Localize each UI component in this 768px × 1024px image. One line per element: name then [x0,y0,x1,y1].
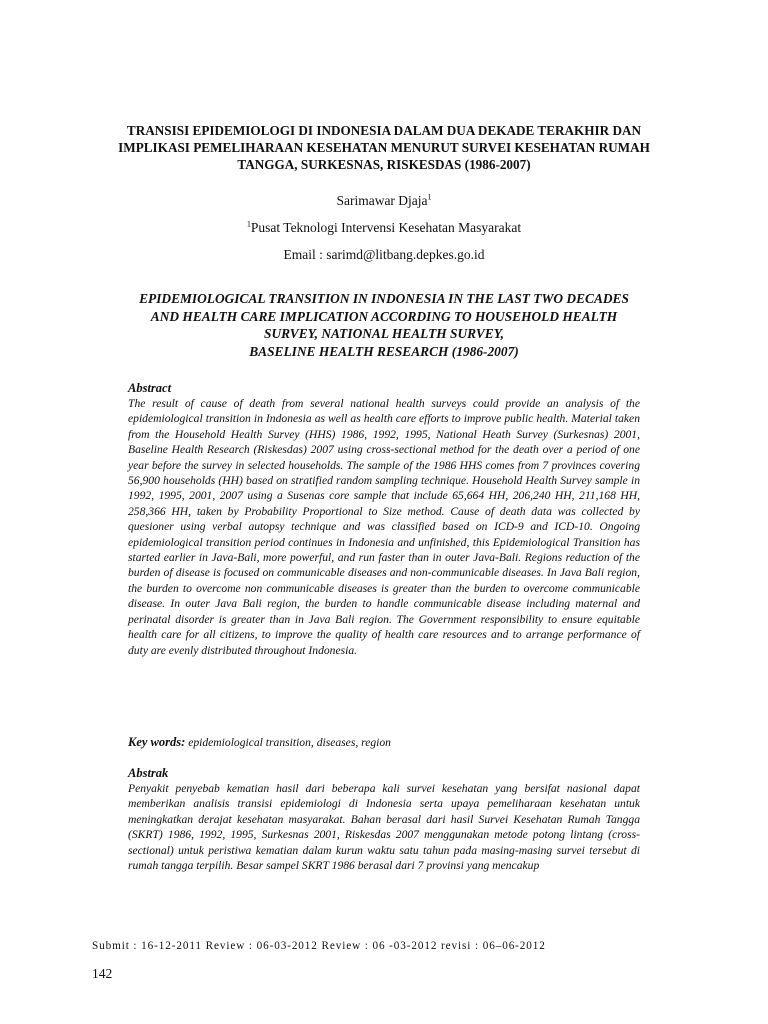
english-title-line-4: BASELINE HEALTH RESEARCH (1986-2007) [249,343,519,359]
indonesian-title: TRANSISI EPIDEMIOLOGI DI INDONESIA DALAM DUA DEKADE TERAKHIR DAN IMPLIKASI PEMELIHARAAN KESEHATAN MENURUT SURVEI KESEHATAN RUMAH TANGGA, SURKESNAS, RISKESDAS (1986-2007) [118,123,650,172]
english-title [92,290,676,360]
keywords-line [128,734,640,751]
author-affiliation-mark: 1 [427,192,432,202]
abstrak-body: Penyakit penyebab kematian hasil dari beberapa kali survei kesehatan yang bersifat nasional dapat memberikan analisis transisi epidemiologi di Indonesia serta upaya pemeliharaan kesehatan untuk meningkatkan derajat kesehatan masyarakat. Bahan berasal dari hasil Survei Kesehatan Rumah Tangga (SKRT) 1986, 1992, 1995, Surkesnas 2001, Riskesdas 2007 menggunakan metode potong lintang (cross-sectional) untuk peristiwa kematian dalam kurun waktu satu tahun pada masing-masing survei tersebut di rumah tangga terpilih. Besar sampel SKRT 1986 berasal dari 7 provinsi yang mencakup [128,782,640,873]
author-name: Sarimawar Djaja [336,193,428,208]
affiliation-mark: 1 [246,219,251,229]
abstrak-heading: Abstrak [128,766,169,780]
keywords-text: epidemiological transition, diseases, region [188,736,391,749]
submission-dates: Submit : 16-12-2011 Review : 06-03-2012 Review : 06 -03-2012 revisi : 06–06-2012 [92,940,546,952]
abstract-section [128,380,640,658]
english-title-line-1: EPIDEMIOLOGICAL TRANSITION IN INDONESIA IN THE LAST TWO DECADES [139,291,629,306]
abstract-body: The result of cause of death from several national health surveys could provide an analysis of the epidemiological transition in Indonesia as well as health care efforts to improve public health. Material taken from the Household Health Survey (HHS) 1986, 1992, 1995, National Heath Survey (Surkesnas) 2001, Baseline Health Research (Riskesdas) 2007 using cross-sectional method for the death over a period of one year before the survey in selected households. The sample of the 1986 HHS comes from 7 provinces covering 56,900 households (HH) based on stratified random sampling technique. Household Health Survey sample in 1992, 1995, 2001, 2007 using a Susenas core sample that include 65,664 HH, 206,240 HH, 211,168 HH, 258,366 HH, taken by Probability Proportional to Size method. Cause of death data was collected by quesioner using verbal autopsy technique and was classified based on ICD-9 and ICD-10. Ongoing epidemiological transition period continues in Indonesia and unfinished, this Epidemiological Transition has started earlier in Java-Bali, more powerful, and run faster than in outer Java-Bali. Regions reduction of the burden of disease is focused on communicable diseases and non-communicable diseases. In Java Bali region, the burden to overcome non communicable diseases is greater than the burden to overcome communicable disease. In outer Java Bali region, the burden to handle communicable disease including maternal and perinatal disorder is greater than in Java Bali region. The Government responsibility to ensure equitable health care for all citizens, to improve the quality of health care resources and to arrange performance of duty are evenly distributed throughout Indonesia. [128,397,640,657]
affiliation-text: Pusat Teknologi Intervensi Kesehatan Masyarakat [250,220,522,235]
affiliation-line [0,219,768,236]
page-number: 142 [92,966,113,981]
english-title-line-2: AND HEALTH CARE IMPLICATION ACCORDING TO HOUSEHOLD HEALTH [150,308,618,324]
english-title-line-3: SURVEY, NATIONAL HEALTH SURVEY, [264,326,504,341]
author-line [0,192,768,209]
abstrak-section [128,765,640,904]
keywords-label: Key words: [128,735,186,749]
author-email: Email : sarimd@litbang.depkes.go.id [283,247,485,262]
abstract-heading: Abstract [128,381,172,395]
